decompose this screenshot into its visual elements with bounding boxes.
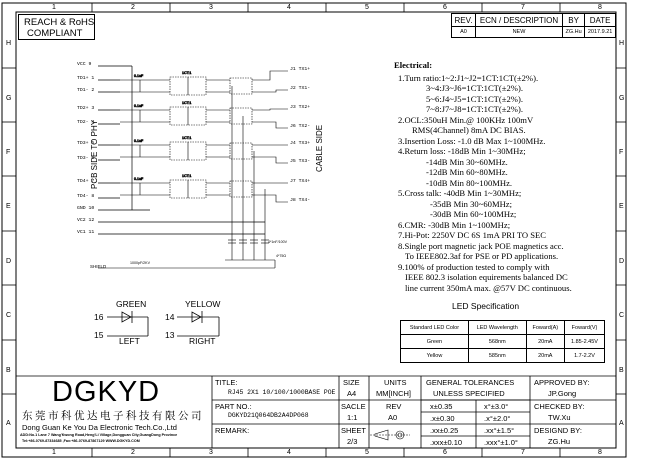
date-header: DATE [585, 14, 616, 27]
common-mode-choke [230, 143, 252, 159]
approved-label: APPROVED BY: [534, 378, 590, 387]
electrical-title: Electrical: [394, 60, 433, 70]
checked-value: TW.Xu [548, 413, 571, 422]
company-logo: DGKYD [52, 376, 161, 408]
right-pin-label: J7 TX4+ [290, 179, 311, 184]
left-pin-label: GND 10 [77, 206, 95, 211]
title-value: RJ45 2X1 10/100/1000BASE POE [228, 389, 336, 396]
electrical-spec-line: 5~6:J4~J5=1CT:1CT(±2%). [426, 93, 523, 104]
tolerance-angular: x°±3.0° [484, 402, 509, 411]
column-label: 4 [287, 449, 291, 456]
channel-wire [252, 122, 288, 128]
row-label: G [6, 95, 12, 102]
tolerance-angular: .xxx°±1.0° [484, 438, 518, 447]
common-mode-choke [230, 78, 252, 94]
left-pin-label: TD3+ 5 [77, 141, 95, 146]
right-pin-label: J1 TX1+ [290, 67, 311, 72]
channel-wire [252, 195, 288, 202]
tolerance-linear: x±0.35 [430, 402, 453, 411]
electrical-spec-line: To IEEE802.3af for PSE or PD applications. [405, 251, 559, 261]
right-pin-label: J8 TX4- [290, 198, 311, 203]
left-pin-label: TD2- 4 [77, 120, 95, 125]
tolerance-angular: .xx°±1.5° [484, 426, 515, 435]
electrical-spec-line: 2.OCL:350uH Min.@ 100KHz 100mV [398, 114, 534, 125]
schematic-wiring [98, 66, 265, 234]
yellow-led-name: YELLOW [185, 299, 221, 309]
cap-value-label: 0.1uF [134, 177, 144, 181]
scale-value: 1:1 [347, 413, 358, 422]
row-label: D [6, 258, 12, 265]
electrical-spec-line: IEEE 802.3 isolation equirements balanced DC [405, 272, 568, 282]
sheet-label: SHEET [341, 426, 367, 435]
channel-wire [252, 90, 288, 92]
electrical-spec-line: 8.Single port magnetic jack POE magnetics acc. [398, 240, 564, 251]
rev-header: REV. [452, 14, 476, 27]
remark-label: REMARK: [215, 426, 250, 435]
column-label: 7 [521, 4, 525, 11]
led-col-wavelength: LED Wavelength [468, 321, 526, 335]
row-label: F [6, 149, 11, 156]
led-spec-title: LED Specification [452, 301, 520, 311]
led-symbols [107, 311, 219, 336]
size-value: A4 [347, 389, 357, 398]
led-col-forward-v: Foward(V) [565, 321, 605, 335]
compliance-box [18, 14, 95, 40]
checked-label: CHECKED BY: [534, 402, 585, 411]
left-pin-label: VC1 11 [77, 230, 95, 235]
led-row-forward-v: 1.7-2.2V [565, 349, 605, 363]
tolerance-title: GENERAL TOLERANCES [426, 378, 515, 387]
units-label: UNITS [384, 378, 407, 387]
scale-label: SACLE [341, 402, 366, 411]
transformer-ratio-label: 1CT:1 [182, 71, 192, 75]
right-pin-label: J2 TX1- [290, 86, 311, 91]
electrical-spec-line: 6.CMR: -30dB Min 1~100MHz; [398, 219, 511, 230]
led-col-color: Standard LED Color [401, 321, 469, 335]
cap-value-label: 0.1uF [134, 104, 144, 108]
size-label: SIZE [343, 378, 360, 387]
electrical-spec-line: -12dB Min 60~80MHz. [426, 167, 508, 177]
column-label: 6 [443, 449, 447, 456]
cap-value-label: 0.1uF [134, 139, 144, 143]
column-label: 4 [287, 4, 291, 11]
tolerance-linear: .xxx±0.10 [430, 438, 463, 447]
electrical-spec-line: 3.Insertion Loss: -1.0 dB Max 1~100MHz. [398, 135, 546, 146]
cap-value-label: 0.1uF [134, 74, 144, 78]
tolerance-linear: .x±0.30 [430, 414, 455, 423]
column-label: 3 [209, 4, 213, 11]
row-label: A [6, 420, 11, 427]
company-contact: Tel:+86-0769-87334685 ,Fax:+86-0769-87867129 WWW.DGKYD.COM [22, 439, 140, 443]
channel-wire [252, 71, 288, 80]
ecn-header: ECN / DESCRIPTION [475, 14, 562, 27]
electrical-spec-line: 1.Turn ratio:1~2:J1~J2=1CT:1CT(±2%). [398, 72, 539, 83]
left-pin-label: TD3- 6 [77, 156, 95, 161]
units-value: MM[INCH] [376, 389, 411, 398]
cap-note: 4*1nF/100V [268, 240, 287, 244]
company-name-cn: 东莞市科优达电子科技有限公司 [22, 410, 204, 422]
led-row-wavelength: 568nm [468, 335, 526, 349]
tolerance-angular: .x°±2.0° [484, 414, 511, 423]
row-label: H [619, 40, 625, 47]
date-cell: 2017.9.21 [585, 27, 616, 38]
column-label: 1 [52, 449, 56, 456]
electrical-spec-line: 7~8:J7~J8=1CT:1CT(±2%). [426, 104, 523, 114]
by-header: BY [563, 14, 585, 27]
right-pin-label: J4 TX3+ [290, 141, 311, 146]
rev-label: REV [386, 402, 402, 411]
common-mode-choke [230, 181, 252, 197]
green-led-pin-k: 15 [94, 330, 104, 340]
shield-cap-label: 1000pF/2KV [130, 261, 150, 265]
column-label: 3 [209, 449, 213, 456]
column-label: 5 [365, 4, 369, 11]
electrical-spec-line: -10dB Min 80~100MHz. [426, 177, 513, 188]
row-label: A [619, 420, 624, 427]
row-label: D [619, 258, 625, 265]
row-label: B [6, 367, 11, 374]
transformer-ratio-label: 1CT:1 [182, 101, 192, 105]
left-pin-label: TD1+ 1 [77, 76, 95, 81]
column-label: 2 [131, 449, 135, 456]
yellow-led-pin-a: 14 [165, 312, 175, 322]
led-row-forward-a: 20mA [526, 335, 564, 349]
row-label: E [6, 203, 11, 210]
row-label: B [619, 367, 624, 374]
led-spec-table [400, 320, 605, 363]
title-label: TITLE: [215, 378, 238, 387]
column-label: 2 [131, 4, 135, 11]
row-label: G [619, 95, 625, 102]
shield-label: SHIELD [90, 264, 107, 269]
part-label: PART NO.: [215, 402, 252, 411]
compliance-line2: COMPLIANT [27, 28, 83, 39]
column-label: 1 [52, 4, 56, 11]
column-label: 8 [598, 4, 602, 11]
revision-table [451, 13, 616, 38]
projection-symbol [370, 430, 410, 440]
column-label: 7 [521, 449, 525, 456]
right-pin-label: J5 TX3- [290, 159, 311, 164]
electrical-spec-line: 9.100% of production tested to comply with [398, 261, 550, 272]
electrical-spec-line: -14dB Min 30~60MHz. [426, 156, 508, 167]
company-name-en: Dong Guan Ke You Da Electronic Tech.Co.,Ltd [22, 423, 177, 432]
row-label: F [619, 149, 624, 156]
electrical-spec-line: 3~4:J3~J6=1CT:1CT(±2%). [426, 83, 523, 93]
electrical-spec-line: -30dB Min 60~100MHz; [430, 209, 517, 219]
electrical-spec [394, 60, 572, 293]
green-led-name: GREEN [116, 299, 147, 309]
column-label: 5 [365, 449, 369, 456]
channel-wire [252, 157, 288, 163]
yellow-led-pin-k: 13 [165, 330, 175, 340]
electrical-spec-line: -35dB Min 30~60MHz; [430, 198, 512, 209]
transformer-ratio-label: 1CT:1 [182, 174, 192, 178]
ecn-cell: NEW [475, 27, 562, 38]
transformer-ratio-label: 1CT:1 [182, 136, 192, 140]
green-led-pin-a: 16 [94, 312, 104, 322]
electrical-spec-line: 5.Cross talk: -40dB Min 1~30MHz; [398, 188, 522, 198]
left-pin-label: TD1- 2 [77, 88, 95, 93]
right-pin-label: J6 TX2- [290, 124, 311, 129]
led-row-forward-v: 1.85-2.45V [565, 335, 605, 349]
designed-value: ZG.Hu [548, 437, 571, 446]
electrical-spec-line: 4.Return loss: -18dB Min 1~30MHz; [398, 146, 526, 156]
company-address: ADD:No.1 Lane 7 Wang'Kwong Road,Heng'Li Village,Dongguan City,GuangDong Province [20, 433, 178, 437]
rev-cell: A0 [452, 27, 476, 38]
left-pin-label: TD4- 8 [77, 194, 95, 199]
right-pin-label: J3 TX2+ [290, 105, 311, 110]
row-label: E [619, 203, 624, 210]
compliance-line1: REACH & RoHS [24, 17, 95, 28]
electrical-spec-line: 7.Hi-Pot: 2250V DC 6S 1mA PRI TO SEC [398, 230, 547, 240]
led-row-color: Yellow [401, 349, 469, 363]
channel-wire [252, 109, 288, 110]
led-col-forward-a: Foward(A) [526, 321, 564, 335]
led-row-wavelength: 585nm [468, 349, 526, 363]
pcb-side-label: PCB SIDE TO PHY [90, 119, 99, 189]
left-pin-label: TD4+ 7 [77, 179, 95, 184]
column-label: 6 [443, 4, 447, 11]
rev-value: A0 [388, 413, 398, 422]
tolerance-linear: .xx±0.25 [430, 426, 459, 435]
left-pin-label: TD2+ 3 [77, 106, 95, 111]
row-label: C [619, 312, 625, 319]
part-value: DGKYD21Q064DB2A4DP068 [228, 412, 309, 419]
cable-side-label: CABLE SIDE [315, 124, 324, 172]
green-led-position: LEFT [119, 336, 140, 346]
left-pin-label: VCC 9 [77, 62, 92, 67]
by-cell: ZG.Hu [563, 27, 585, 38]
sheet-value: 2/3 [347, 437, 358, 446]
resistor-note: 4*75Ω [276, 254, 287, 258]
row-label: H [6, 40, 12, 47]
column-label: 8 [598, 449, 602, 456]
tolerance-subtitle: UNLESS SPECIFIED [433, 389, 505, 398]
designed-label: DESIGND BY: [534, 426, 582, 435]
electrical-spec-line: line current 350mA max. @57V DC continuous. [405, 282, 572, 293]
led-row-color: Green [401, 335, 469, 349]
approved-value: JP.Gong [548, 389, 577, 398]
led-row-forward-a: 20mA [526, 349, 564, 363]
left-pin-label: VC2 12 [77, 218, 95, 223]
yellow-led-position: RIGHT [189, 336, 216, 346]
row-label: C [6, 312, 12, 319]
electrical-spec-line: RMS(4Channel) 8mA DC BIAS. [412, 125, 526, 135]
common-mode-choke [230, 108, 252, 124]
